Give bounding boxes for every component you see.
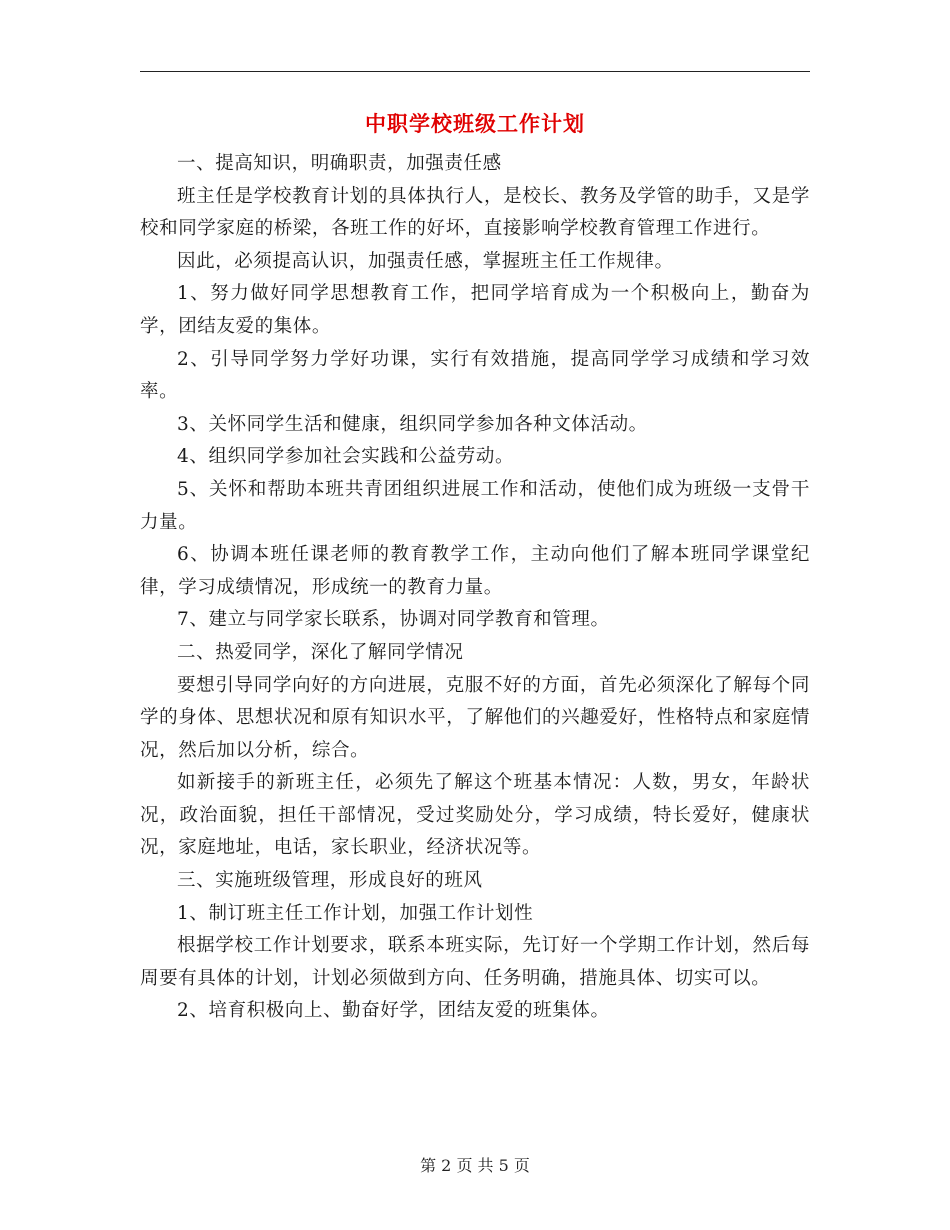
paragraph: 因此，必须提高认识，加强责任感，掌握班主任工作规律。 xyxy=(177,250,674,272)
document-title: 中职学校班级工作计划 xyxy=(365,111,585,136)
header-rule xyxy=(140,71,810,72)
list-item: 4、组织同学参加社会实践和公益劳动。 xyxy=(177,446,515,468)
paragraph: 根据学校工作计划要求，联系本班实际，先订好一个学期工作计划，然后每周要有具体的计划，计划必须做到方向、任务明确，措施具体、切实可以。 xyxy=(140,935,810,989)
list-item: 5、关怀和帮助本班共青团组织进展工作和活动，使他们成为班级一支骨干力量。 xyxy=(140,478,810,533)
paragraph: 要想引导同学向好的方向进展，克服不好的方面，首先必须深化了解每个同学的身体、思想状况和原有知识水平，了解他们的兴趣爱好，性格特点和家庭情况，然后加以分析，综合。 xyxy=(140,674,810,761)
page-number: 第 2 页 共 5 页 xyxy=(420,1156,530,1175)
list-item: 1、努力做好同学思想教育工作，把同学培育成为一个积极向上，勤奋为学，团结友爱的集体。 xyxy=(140,283,810,337)
list-item: 3、关怀同学生活和健康，组织同学参加各种文体活动。 xyxy=(177,413,648,435)
list-item: 1、制订班主任工作计划，加强工作计划性 xyxy=(177,902,534,924)
paragraph: 如新接手的新班主任，必须先了解这个班基本情况：人数，男女，年龄状况，政治面貌，担任干部情况，受过奖励处分，学习成绩，特长爱好，健康状况，家庭地址，电话，家长职业，经济状况等。 xyxy=(140,772,810,859)
list-item: 2、引导同学努力学好功课，实行有效措施，提高同学学习成绩和学习效率。 xyxy=(140,348,810,403)
list-item: 6、协调本班任课老师的教育教学工作，主动向他们了解本班同学课堂纪律，学习成绩情况，形成统一的教育力量。 xyxy=(140,544,810,598)
section-heading-3: 三、实施班级管理，形成良好的班风 xyxy=(177,870,483,892)
list-item: 2、培育积极向上、勤奋好学，团结友爱的班集体。 xyxy=(177,1000,610,1022)
section-heading-1: 一、提高知识，明确职责，加强责任感 xyxy=(177,153,502,174)
list-item: 7、建立与同学家长联系，协调对同学教育和管理。 xyxy=(177,609,610,631)
section-heading-2: 二、热爱同学，深化了解同学情况 xyxy=(177,641,464,663)
paragraph: 班主任是学校教育计划的具体执行人，是校长、教务及学管的助手，又是学校和同学家庭的桥梁，各班工作的好坏，直接影响学校教育管理工作进行。 xyxy=(140,185,810,240)
document-body xyxy=(140,148,810,1028)
